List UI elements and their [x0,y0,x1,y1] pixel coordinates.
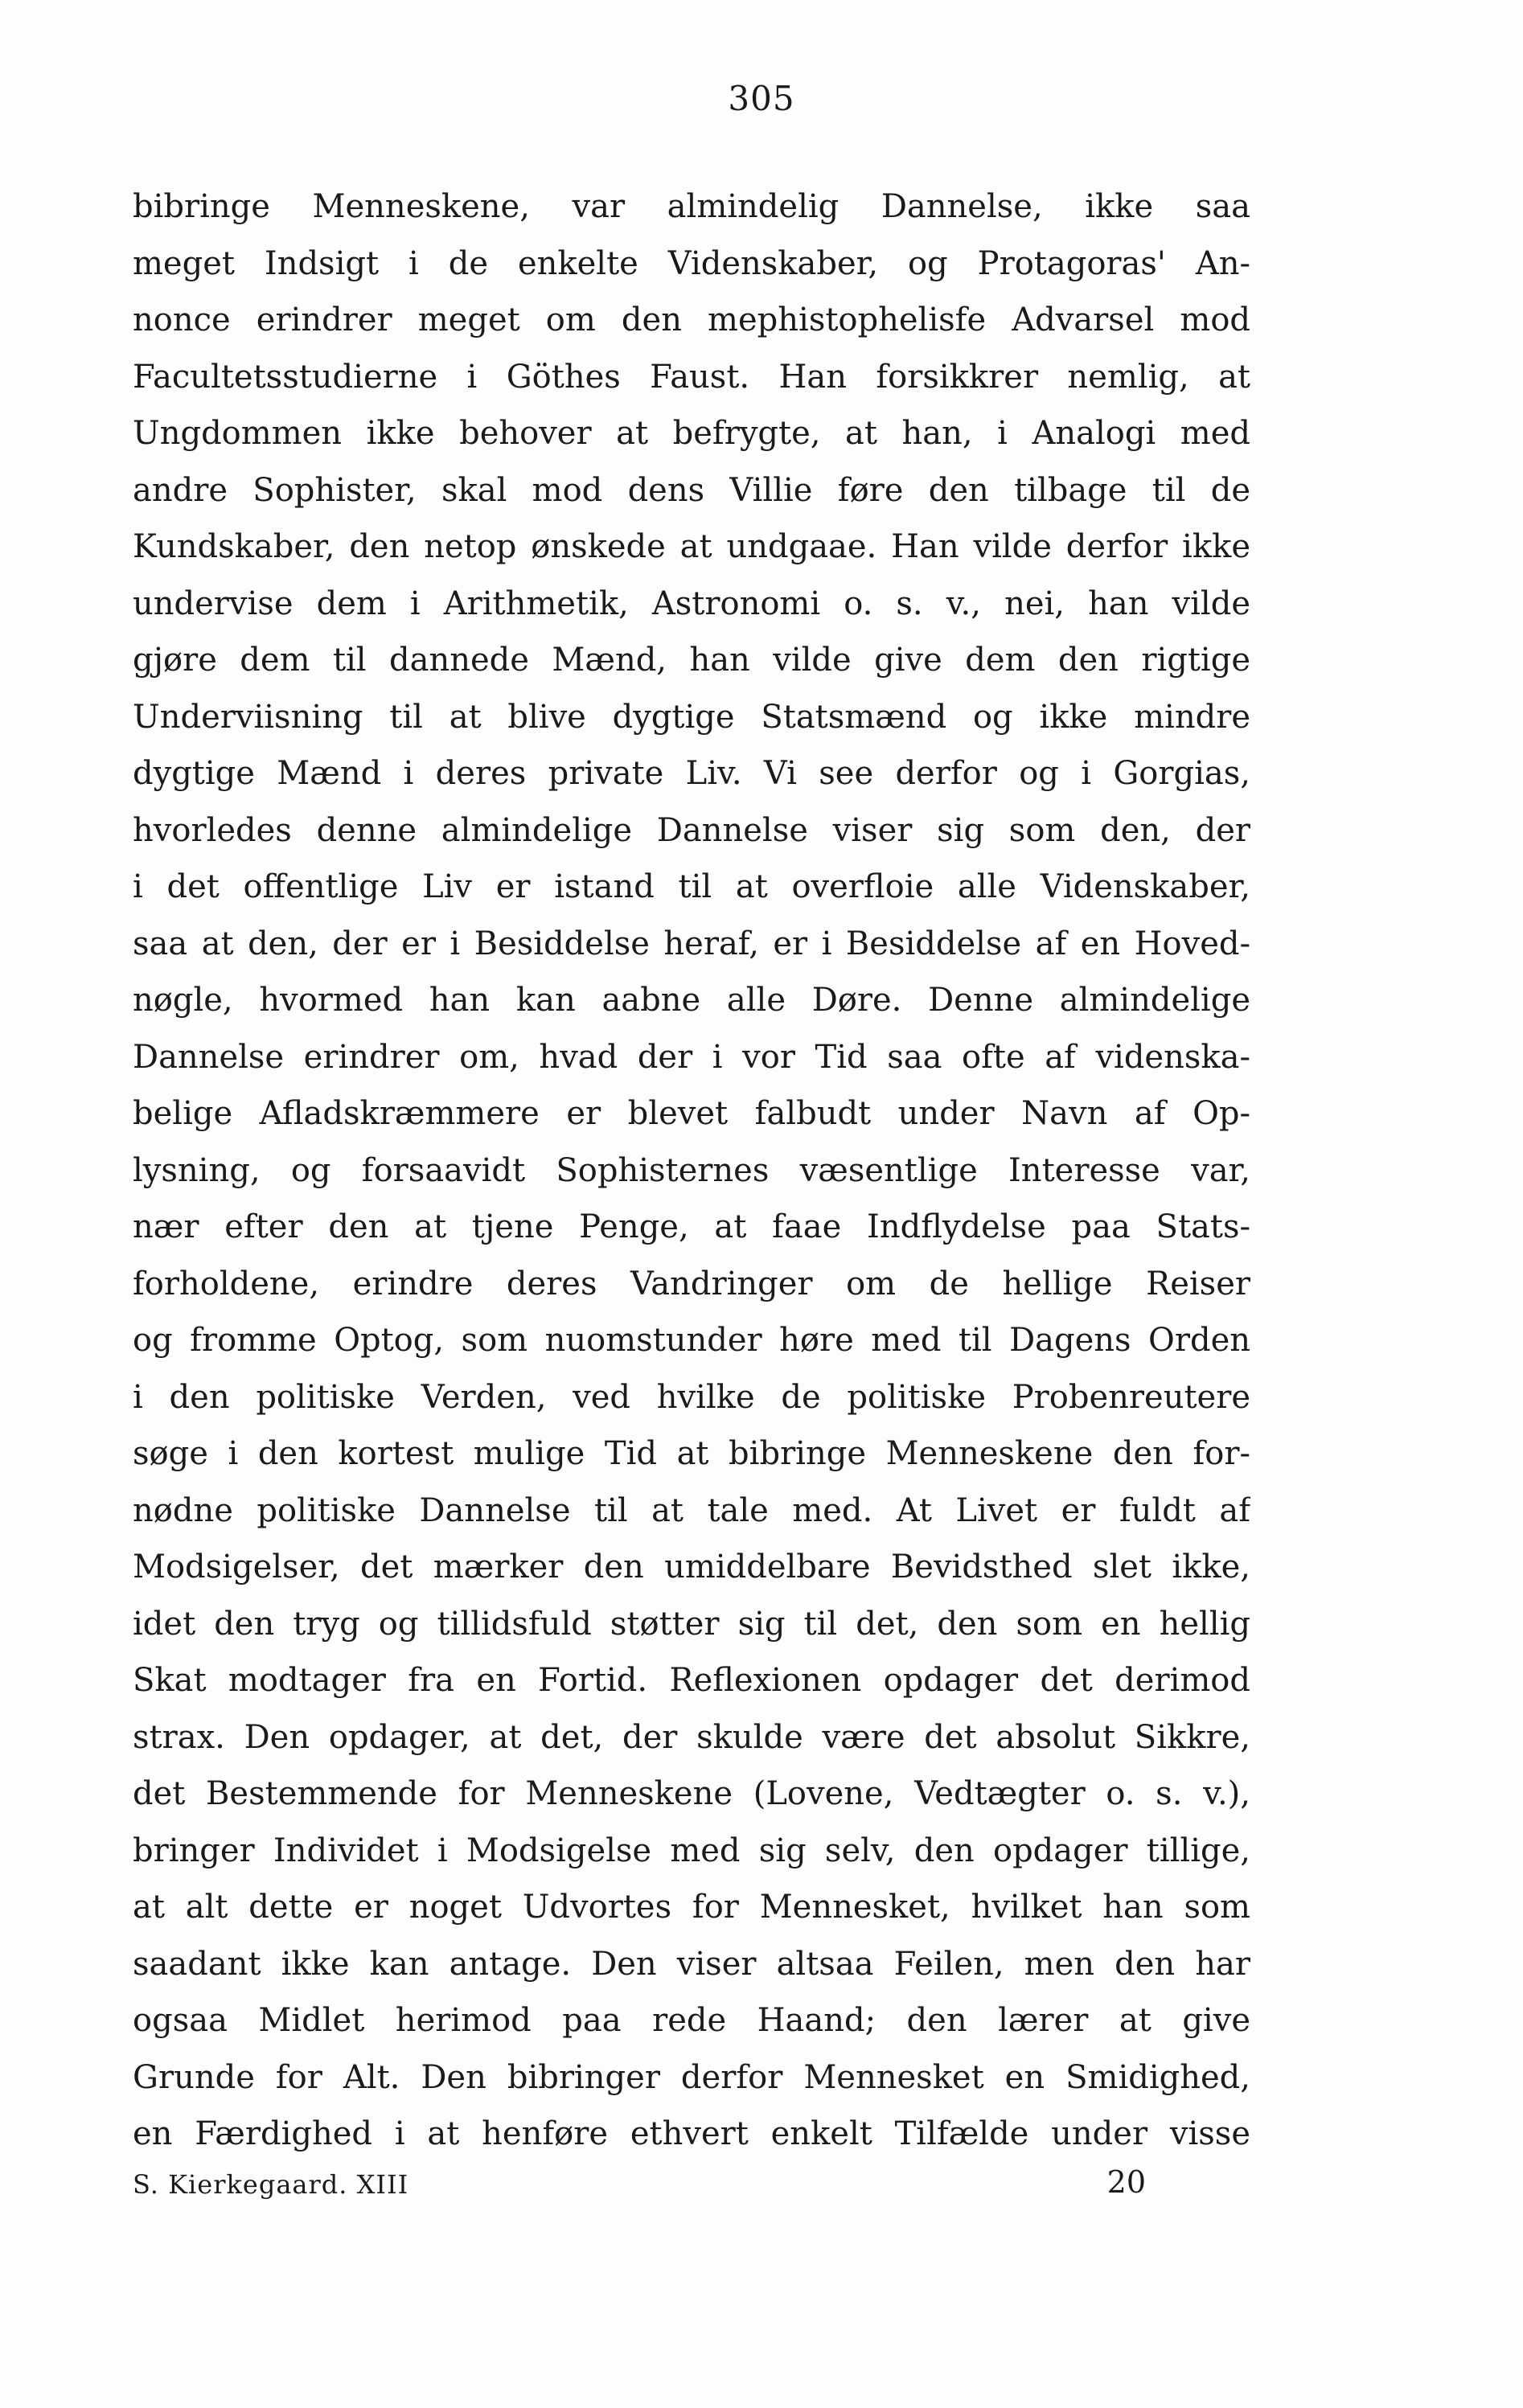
text-line: belige Afladskræmmere er blevet falbudt under Navn af Op- [133,1095,1250,1132]
text-line: Modsigelser, det mærker den umiddelbare Bevidsthed slet ikke, [133,1549,1250,1586]
text-line: andre Sophister, skal mod dens Villie føre den tilbage til de [133,471,1250,509]
text-line: nonce erindrer meget om den mephistophelisfe Advarsel mod [133,302,1250,338]
body-text [133,178,1250,2163]
page-footer [133,2161,1146,2209]
text-line: strax. Den opdager, at det, der skulde være det absolut Sikkre, [133,1718,1250,1756]
text-line: Skat modtager fra en Fortid. Reflexionen opdager det derimod [133,1662,1250,1699]
text-line: og fromme Optog, som nuomstunder høre med til Dagens Orden [133,1322,1250,1359]
footer-author: S. Kierkegaard. XIII [133,2169,409,2200]
text-line: Facultetsstudierne i Göthes Faust. Han forsikkrer nemlig, at [133,358,1250,396]
text-line: nær efter den at tjene Penge, at faae Indflydelse paa Stats- [133,1208,1250,1245]
text-line: Dannelse erindrer om, hvad der i vor Tid saa ofte af videnska- [133,1038,1250,1076]
text-line: Underviisning til at blive dygtige Statsmænd og ikke mindre [133,698,1250,736]
text-line: saadant ikke kan antage. Den viser altsaa Feilen, men den har [133,1945,1250,1983]
text-line: Kundskaber, den netop ønskede at undgaae. Han vilde derfor ikke [133,528,1250,565]
text-line: Ungdommen ikke behover at befrygte, at han, i Analogi med [133,415,1250,452]
text-line: meget Indsigt i de enkelte Videnskaber, og Protagoras' An- [133,244,1250,282]
text-line: idet den tryg og tillidsfuld støtter sig til det, den som en hellig [133,1605,1250,1643]
page-number: 305 [728,79,795,118]
text-line: nødne politiske Dannelse til at tale med. At Livet er fuldt af [133,1491,1250,1529]
text-line: Grunde for Alt. Den bibringer derfor Mennesket en Smidighed, [133,2058,1250,2096]
text-line: saa at den, der er i Besiddelse heraf, er i Besiddelse af en Hoved- [133,925,1250,962]
signature-mark: 20 [1106,2164,1146,2200]
text-line: i det offentlige Liv er istand til at overfloie alle Videnskaber, [133,868,1250,905]
text-line: i den politiske Verden, ved hvilke de politiske Probenreutere [133,1378,1250,1416]
text-line: gjøre dem til dannede Mænd, han vilde give dem den rigtige [133,642,1250,679]
text-line: det Bestemmende for Menneskene (Lovene, Vedtægter o. s. v.), [133,1775,1250,1812]
text-line: forholdene, erindre deres Vandringer om de hellige Reiser [133,1265,1250,1302]
text-line: ogsaa Midlet herimod paa rede Haand; den lærer at give [133,2002,1250,2039]
text-line: at alt dette er noget Udvortes for Mennesket, hvilket han som [133,1889,1250,1926]
text-line: søge i den kortest mulige Tid at bibringe Menneskene den for- [133,1435,1250,1472]
text-line: en Færdighed i at henføre ethvert enkelt Tilfælde under visse [133,2115,1250,2152]
text-line: lysning, og forsaavidt Sophisternes væsentlige Interesse var, [133,1151,1250,1189]
text-line: bibringe Menneskene, var almindelig Dannelse, ikke saa [133,188,1250,225]
text-line: bringer Individet i Modsigelse med sig selv, den opdager tillige, [133,1832,1250,1869]
text-line: undervise dem i Arithmetik, Astronomi o. s. v., nei, han vilde [133,585,1250,622]
text-line: hvorledes denne almindelige Dannelse viser sig som den, der [133,811,1250,849]
text-line: dygtige Mænd i deres private Liv. Vi see derfor og i Gorgias, [133,755,1250,792]
text-line: nøgle, hvormed han kan aabne alle Døre. Denne almindelige [133,982,1250,1019]
